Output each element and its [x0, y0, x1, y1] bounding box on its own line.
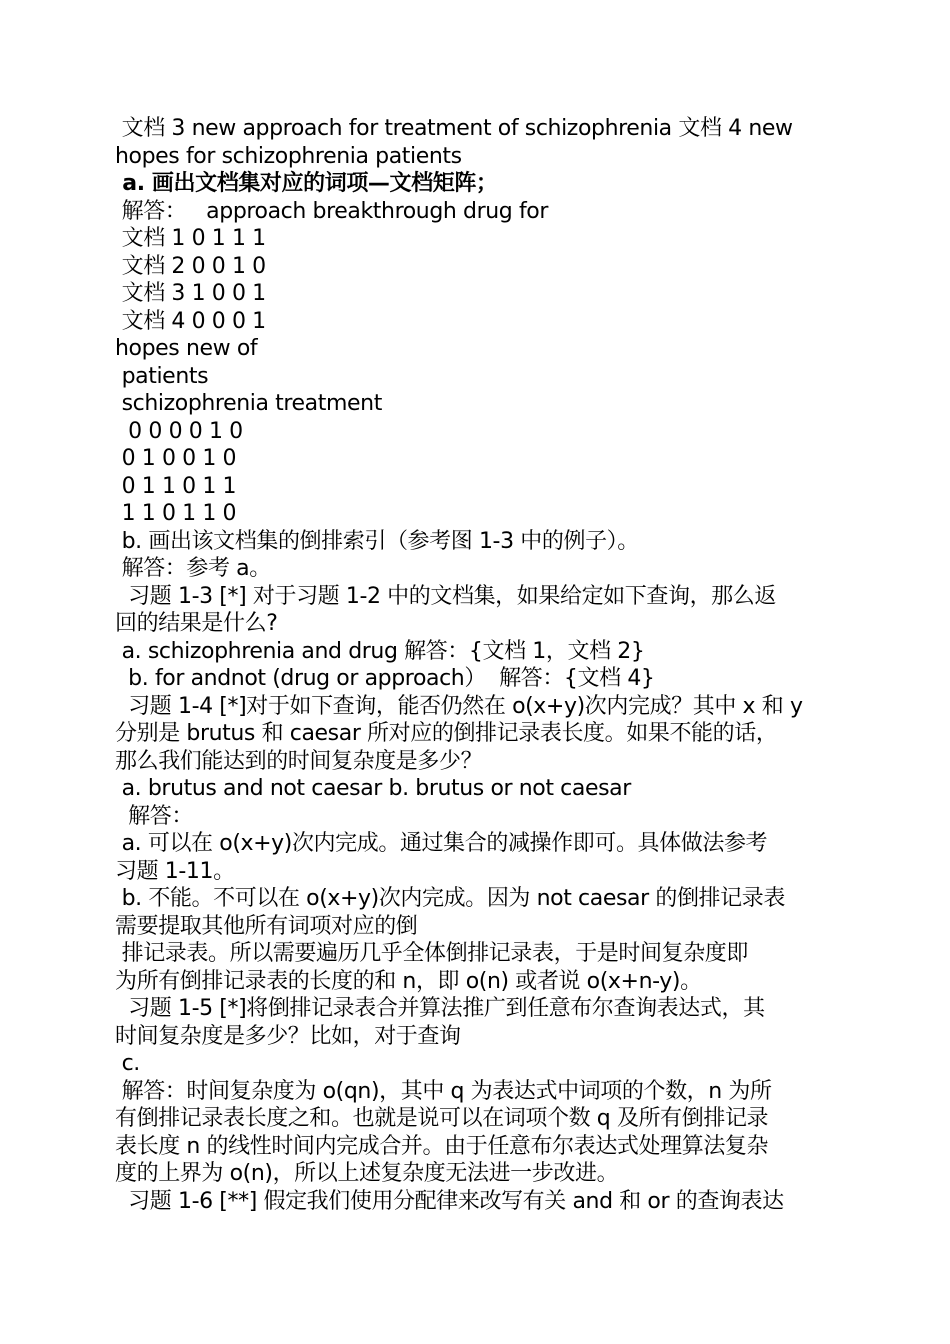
matrix-header-terms: schizophrenia treatment — [115, 391, 382, 416]
text-line: a. 可以在 o(x+y)次内完成。通过集合的减操作即可。具体做法参考 — [115, 831, 768, 856]
text-line: hopes for schizophrenia patients — [115, 143, 462, 169]
text-line: b. for andnot (drug or approach） 解答：{文档 4} — [115, 666, 655, 691]
text-line: 有倒排记录表长度之和。也就是说可以在词项个数 q 及所有倒排记录 — [115, 1106, 769, 1131]
text-line: 为所有倒排记录表的长度的和 n，即 o(n) 或者说 o(x+n-y)。 — [115, 968, 702, 994]
text-line: a. schizophrenia and drug 解答：{文档 1，文档 2} — [115, 638, 645, 664]
text-line: b. 画出该文档集的倒排索引（参考图 1-3 中的例子）。 — [115, 528, 639, 554]
text-line: 习题 1-11。 — [115, 858, 235, 884]
matrix-row-doc2: 文档 2 0 0 1 0 — [115, 253, 266, 279]
text-line: a. brutus and not caesar b. brutus or not caesar — [115, 776, 631, 801]
matrix-row: 1 1 0 1 1 0 — [115, 501, 237, 526]
text-line: b. 不能。不可以在 o(x+y)次内完成。因为 not caesar 的倒排记录表 — [115, 886, 785, 911]
matrix-header-terms: hopes new of — [115, 336, 258, 361]
matrix-row: 0 1 1 0 1 1 — [115, 473, 237, 499]
matrix-header-terms: patients — [115, 363, 209, 389]
text-line: 表长度 n 的线性时间内完成合并。由于任意布尔表达式处理算法复杂 — [115, 1133, 769, 1159]
text-line: 回的结果是什么? — [115, 611, 278, 636]
text-line: 解答：参考 a。 — [115, 556, 271, 581]
exercise-heading: 习题 1-5 [*]将倒排记录表合并算法推广到任意布尔查询表达式，其 — [115, 996, 765, 1021]
text-line: 度的上界为 o(n)，所以上述复杂度无法进一步改进。 — [115, 1161, 619, 1186]
matrix-row: 0 1 0 0 1 0 — [115, 446, 237, 471]
matrix-row-doc4: 文档 4 0 0 0 1 — [115, 308, 266, 334]
text-line: 那么我们能达到的时间复杂度是多少？ — [115, 748, 483, 774]
text-line: 时间复杂度是多少？比如，对于查询 — [115, 1023, 461, 1049]
text-line: 解答： — [115, 803, 193, 829]
matrix-row-doc3: 文档 3 1 0 0 1 — [115, 281, 266, 306]
exercise-heading: 习题 1-6 [**] 假定我们使用分配律来改写有关 and 和 or 的查询表达 — [115, 1188, 784, 1214]
text-line: 排记录表。所以需要遍历几乎全体倒排记录表，于是时间复杂度即 — [115, 941, 748, 966]
text-line: c. — [115, 1051, 140, 1076]
matrix-row-doc1: 文档 1 0 1 1 1 — [115, 226, 266, 251]
exercise-heading: 习题 1-4 [*]对于如下查询，能否仍然在 o(x+y)次内完成？其中 x 和 y — [115, 693, 803, 719]
text-line: 解答：时间复杂度为 o(qn)，其中 q 为表达式中词项的个数，n 为所 — [115, 1078, 772, 1104]
exercise-heading: 习题 1-3 [*] 对于习题 1-2 中的文档集，如果给定如下查询，那么返 — [115, 583, 776, 609]
text-line: 文档 3 new approach for treatment of schizophrenia 文档 4 new — [115, 116, 793, 141]
matrix-row: 0 0 0 0 1 0 — [115, 418, 243, 444]
text-line: 分别是 brutus 和 caesar 所对应的倒排记录表长度。如果不能的话， — [115, 721, 778, 746]
text-line: 解答： approach breakthrough drug for — [115, 198, 548, 224]
document-body — [115, 115, 840, 1215]
text-line: 需要提取其他所有词项对应的倒 — [115, 913, 418, 939]
text-line: a. 画出文档集对应的词项—文档矩阵； — [115, 171, 498, 196]
